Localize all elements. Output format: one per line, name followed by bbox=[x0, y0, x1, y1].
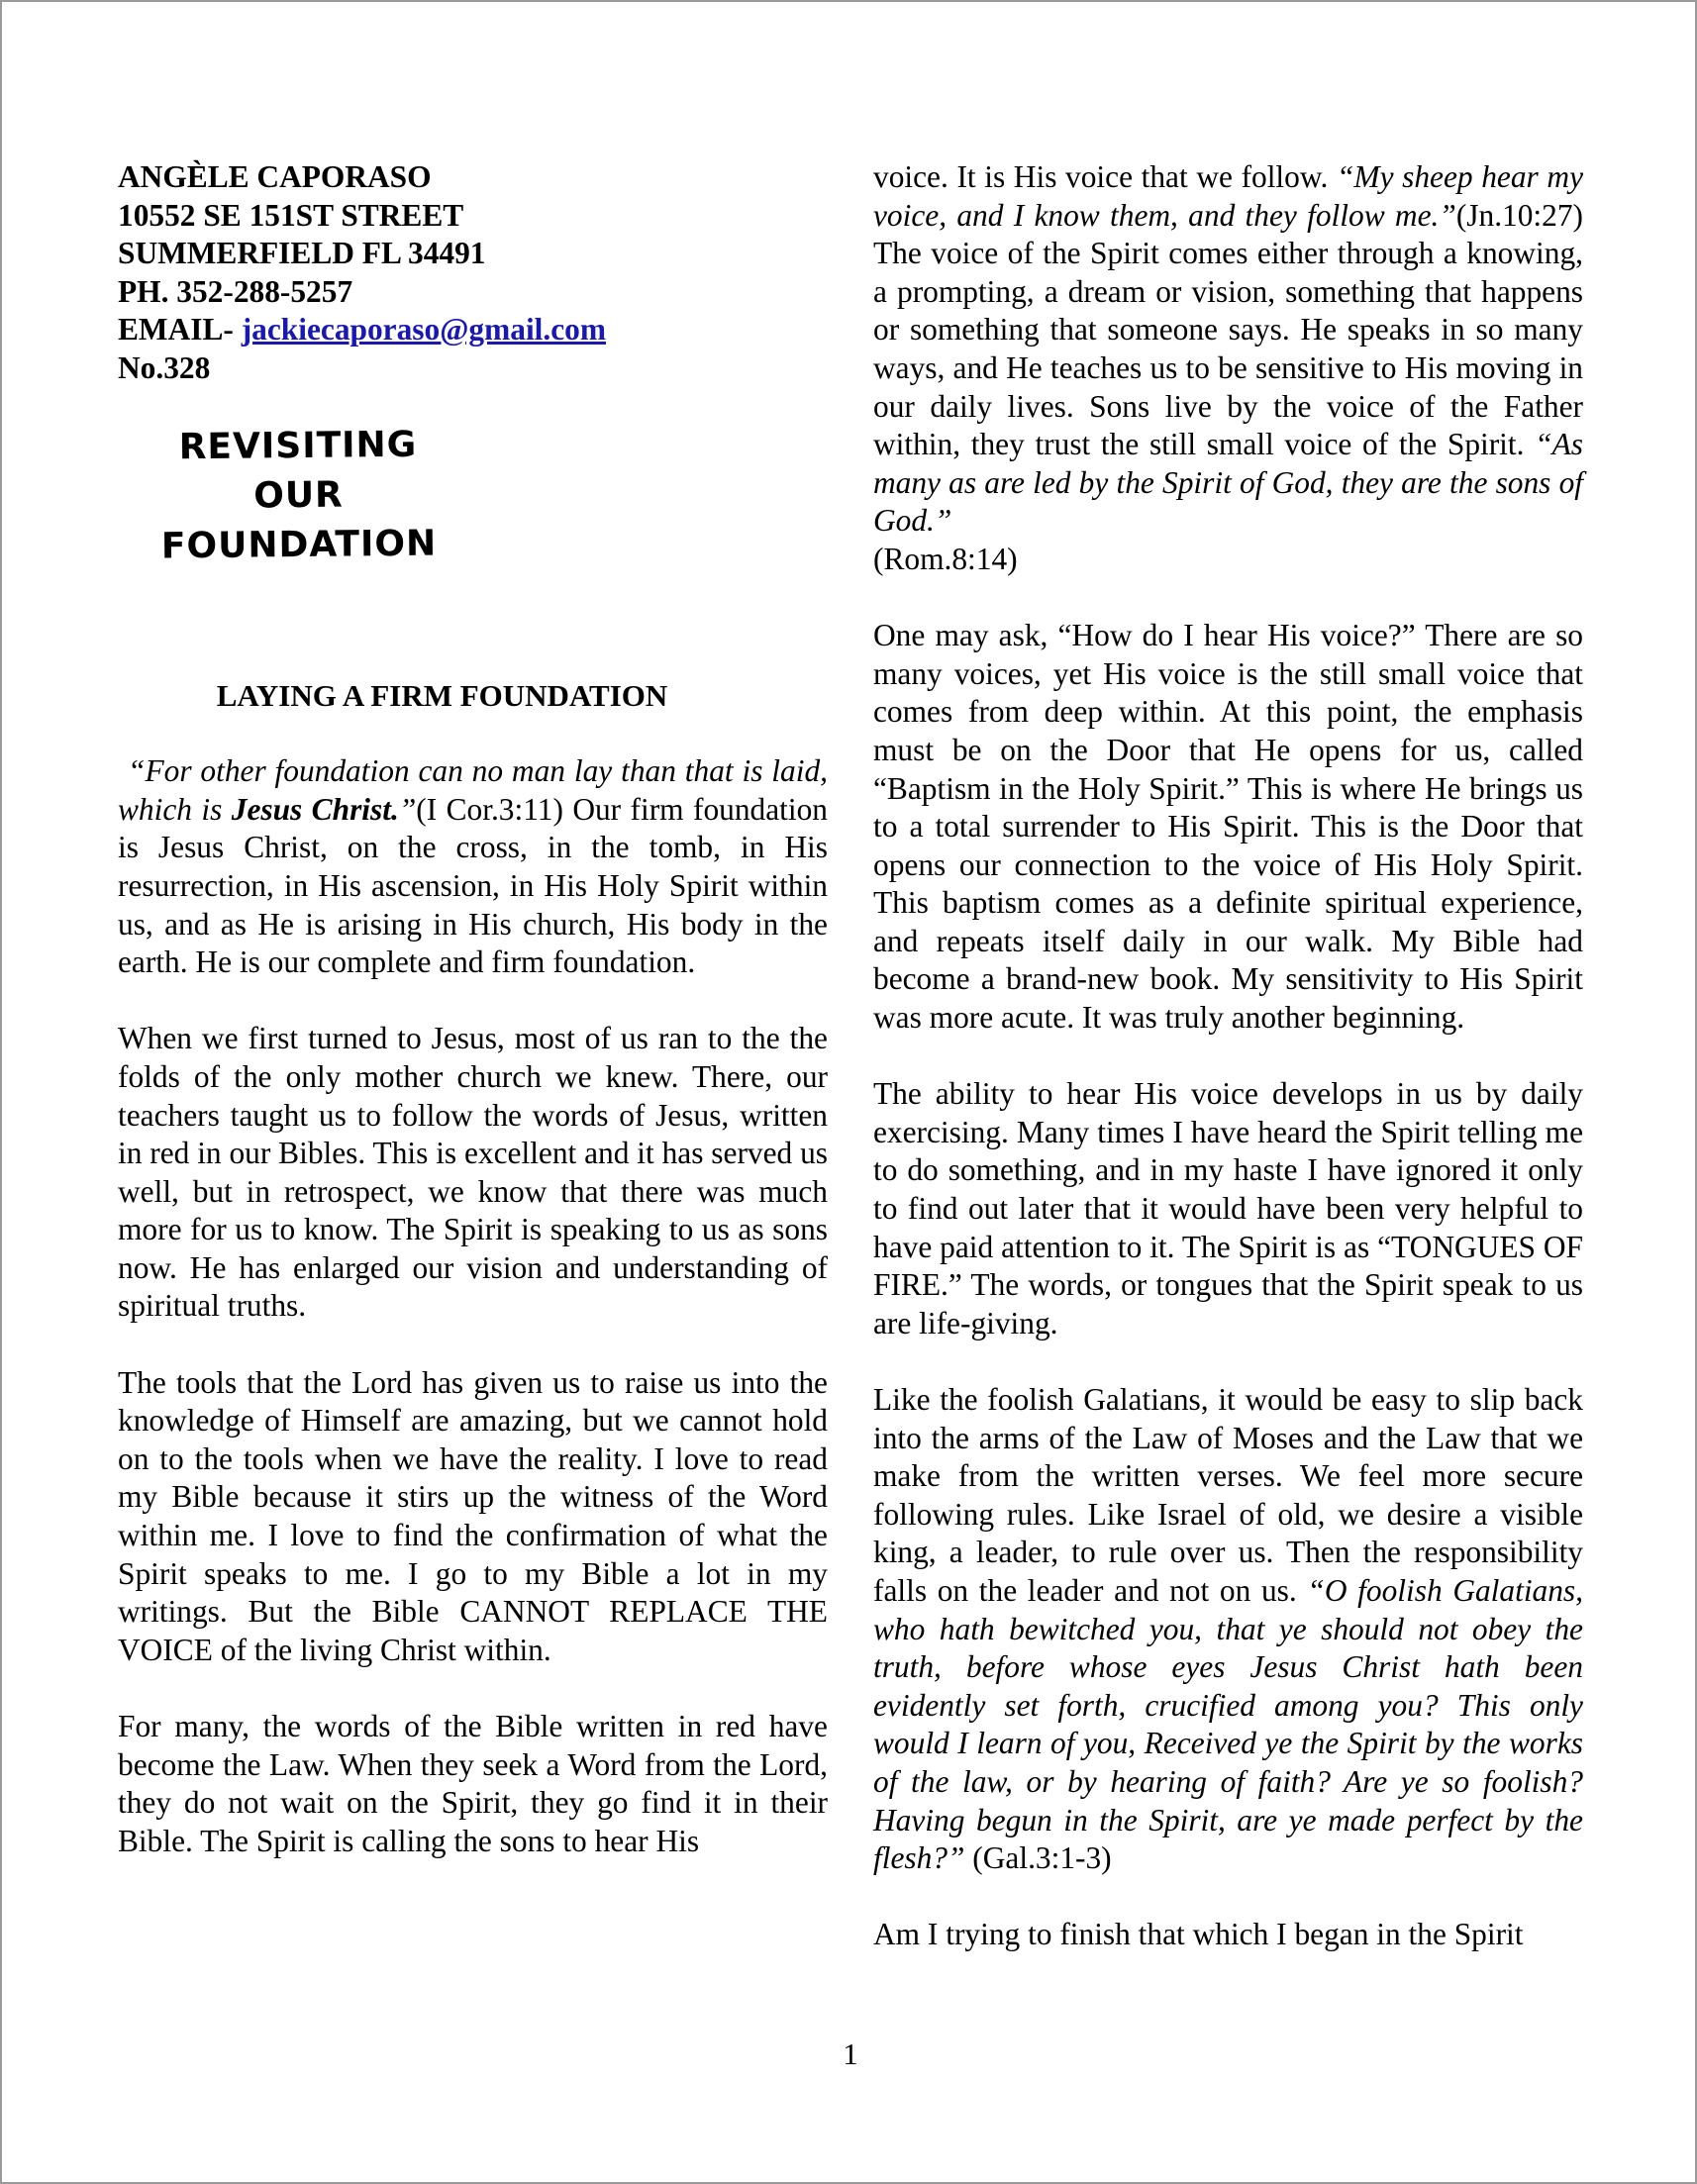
title-line-2: OUR bbox=[253, 474, 344, 517]
paragraph-7: The ability to hear His voice develops in us by daily exercising. Many times I have heard the Spirit telling me to do something, and in my haste I have ignored it only to find out later that it would have been very helpful to have paid attention to it. The Spirit is as “TONGUES OF FIRE.” The words, or tongues that the Spirit speak to us are life-giving. bbox=[873, 1076, 1583, 1340]
section-heading: LAYING A FIRM FOUNDATION bbox=[216, 677, 668, 713]
email-link[interactable]: jackiecaporaso@gmail.com bbox=[241, 312, 607, 347]
paragraph-4: For many, the words of the Bible written in red have become the Law. When they seek a Word from the Lord, they do not wait on the Spirit, they go find it in their Bible. The Spirit is calling the sons to hear His bbox=[118, 1709, 828, 1858]
scripture-ref: (I Cor.3:11) bbox=[416, 791, 563, 827]
paragraph-5: voice. It is His voice that we follow. “My sheep hear my voice, and I know them, and they follow me.”(Jn.10:27) The voice of the Spirit comes either through a knowing, a prompting, a dream or vision, something that happens or something that someone says. He speaks in so many ways, and He teaches us to be sensitive to His moving in our daily lives. Sons live by the voice of the Father within, they trust the still small voice of the Spirit. “As many as are led by the Spirit of God, they are the sons of God.” (Rom.8:14) bbox=[873, 159, 1583, 576]
paragraph-6: One may ask, “How do I hear His voice?” There are so many voices, yet His voice is the still small voice that comes from deep within. At this point, the emphasis must be on the Door that He opens for us, called “Baptism in the Holy Spirit.” This is where He brings us to a total surrender to His Spirit. This is the Door that opens our connection to the voice of His Holy Spirit. This baptism comes as a definite spiritual experience, and repeats itself daily in our walk. My Bible had become a brand-new book. My sensitivity to His Spirit was more acute. It was truly another beginning. bbox=[873, 618, 1583, 1036]
paragraph-1 bbox=[118, 752, 828, 982]
scripture-ref: (Rom.8:14) bbox=[873, 541, 1018, 576]
quote-end: ” bbox=[398, 791, 417, 827]
paragraph-8: Like the foolish Galatians, it would be easy to slip back into the arms of the Law of Moses and the Law that we make from the written verses. We feel more secure following rules. Like Israel of old, we desire a visible king, a leader, to rule over us. Then the responsibility falls on the leader and not on us. “O foolish Galatians, who hath bewitched you, that ye should not obey the truth, before whose eyes Jesus Christ hath been evidently set forth, crucified among you? This only would I learn of you, Received ye the Spirit by the works of the law, or by hearing of faith? Are ye so foolish? Having begun in the Spirit, are ye made perfect by the flesh?” (Gal.3:1-3) bbox=[873, 1382, 1583, 1876]
title-line-1: REVISITING bbox=[178, 424, 418, 467]
email-line bbox=[118, 311, 828, 349]
paragraph-3: The tools that the Lord has given us to raise us into the knowledge of Himself are amazing, but we cannot hold on to the tools when we have the reality. I love to read my Bible because it stirs up the witness of the Word within me. I love to find the confirmation of what the Spirit speaks to me. I go to my Bible a lot in my writings. But the Bible CANNOT REPLACE THE VOICE of the living Christ within. bbox=[118, 1364, 828, 1667]
author-name: ANGÈLE CAPORASO bbox=[118, 159, 432, 194]
paragraph-9: Am I trying to finish that which I began in the Spirit bbox=[873, 1917, 1524, 1952]
quote-romans: “As many as are led by the Spirit of God, they are the sons of God.” bbox=[873, 427, 1583, 539]
street-address: 10552 SE 151ST STREET bbox=[118, 197, 464, 233]
title-line-3: FOUNDATION bbox=[160, 523, 438, 567]
quote-john: “My sheep hear my voice, and I know them, and they follow me.” bbox=[873, 159, 1583, 233]
left-column bbox=[118, 158, 828, 1860]
quote-bold: Jesus Christ. bbox=[231, 791, 399, 827]
issue-number: No.328 bbox=[118, 349, 211, 385]
page-number: 1 bbox=[843, 2036, 858, 2071]
right-column bbox=[873, 158, 1583, 1954]
paragraph-1-text: Our firm foundation is Jesus Christ, on the cross, in the tomb, in His resurrection, in His ascension, in His Holy Spirit within us, and as He is arising in His church, His body in the earth. He is our complete and firm foundation. bbox=[118, 791, 829, 980]
quote-galatians: “O foolish Galatians, who hath bewitched you, that ye should not obey the truth, before whose eyes Jesus Christ hath been evidently set forth, crucified among you? This only would I learn of you, Received ye the Spirit by the works of the law, or by hearing of faith? Are ye so foolish? Having begun in the Spirit, are ye made perfect by the flesh?” bbox=[873, 1572, 1583, 1876]
phone-number: PH. 352-288-5257 bbox=[118, 273, 353, 309]
quote-start: “For other foundation can no man lay than that is laid, which is bbox=[118, 753, 828, 827]
scripture-ref: (Jn.10:27) bbox=[1455, 197, 1583, 233]
handwritten-title bbox=[117, 420, 480, 572]
paragraph-2: When we first turned to Jesus, most of us ran to the the folds of the only mother church we knew. There, our teachers taught us to follow the words of Jesus, written in red in our Bibles. This is excellent and it has served us well, but in retrospect, we know that there was much more for us to know. The Spirit is speaking to us as sons now. He has enlarged our vision and understanding of spiritual truths. bbox=[118, 1021, 828, 1324]
scripture-ref: (Gal.3:1-3) bbox=[964, 1840, 1112, 1876]
email-label: EMAIL- bbox=[118, 312, 242, 347]
city-address: SUMMERFIELD FL 34491 bbox=[118, 236, 486, 271]
